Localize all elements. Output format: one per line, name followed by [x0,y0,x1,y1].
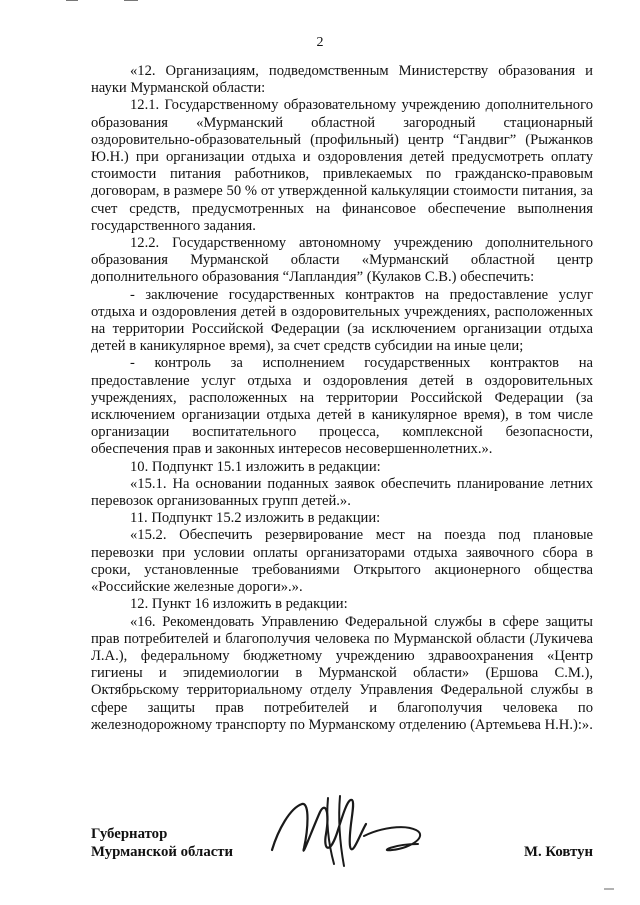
signatory-title-line-1: Губернатор [91,826,168,842]
paragraph-12-2-item-1: - заключение государственных контрактов на предоставление услуг отдыха и оздоровления детей в оздоровительных учреждениях, расположенных на территории Российской Федерации (за исключением организации отдыха детей в каникулярное время), за счет средств субсидии на иные цели; [91,286,593,355]
page-number: 2 [316,35,324,50]
paragraph-12-heading: 12. Пункт 16 изложить в редакции: [130,596,348,613]
paragraph-10-heading: 10. Подпункт 15.1 изложить в редакции: [130,458,381,475]
paragraph-16: «16. Рекомендовать Управлению Федеральной службы в сфере защиты прав потребителей и благополучия человека по Мурманской области (Лукичева Л.А.), федеральному бюджетному учреждению здравоохранения «Центр гигиены и эпидемиологии в Мурманской области» (Ершова С.М.), Октябрьскому территориальному отделу Управления Федеральной службы в сфере защиты прав потребителей и благополучия человека по железнодорожному транспорту по Мурманскому отделению (Артемьева Н.Н.):». [91,613,593,733]
paragraph-12-1: 12.1. Государственному образовательному учреждению дополнительного образования «Мурманский областной загородный стационарный оздоровительно-образовательный (профильный) центр “Гандвиг” (Рыжанков Ю.Н.) при организации отдыха и оздоровления детей предусмотреть оплату стоимости питания работников, привлекаемых по гражданско-правовым договорам, в размере 50 % от утвержденной калькуляции стоимости питания, за счет средств, предусмотренных на финансовое обеспечение выполнения государственного задания. [91,97,593,234]
scan-corner-mark [602,881,616,891]
paragraph-11-heading: 11. Подпункт 15.2 изложить в редакции: [130,510,381,527]
paragraph-12-2-item-2: - контроль за исполнением государственных контрактов на предоставление услуг отдыха и оздоровления детей в оздоровительных учреждениях, расположенных на территории Российской Федерации (за исключением организации отдыха детей в каникулярное время), в том числе организации воспитательного процесса, комплексной безопасности, обеспечения прав и законных интересов несовершеннолетних.». [91,355,593,458]
paragraph-15-2: «15.2. Обеспечить резервирование мест на поезда под плановые перевозки при условии оплаты организаторами отдыха заявочного сбора в сроки, установленные требованиями Открытого акционерного общества «Российские железные дороги».». [91,527,593,596]
signatory-title [91,825,233,861]
document-body [91,63,593,734]
signature-block [91,825,593,865]
signatory-title-line-2: Мурманской области [91,844,234,860]
paragraph-12-2: 12.2. Государственному автономному учреждению дополнительного образования Мурманской области «Мурманский областной центр дополнительного образования “Лапландия” (Кулаков С.В.) обеспечить: [91,235,593,286]
paragraph-12-intro: «12. Организациям, подведомственным Министерству образования и науки Мурманской области: [91,63,593,97]
paragraph-15-1: «15.1. На основании поданных заявок обеспечить планирование летних перевозок организованных групп детей.». [91,475,593,510]
signatory-name: М. Ковтун [523,844,593,860]
scan-artifact-marks [60,0,180,8]
